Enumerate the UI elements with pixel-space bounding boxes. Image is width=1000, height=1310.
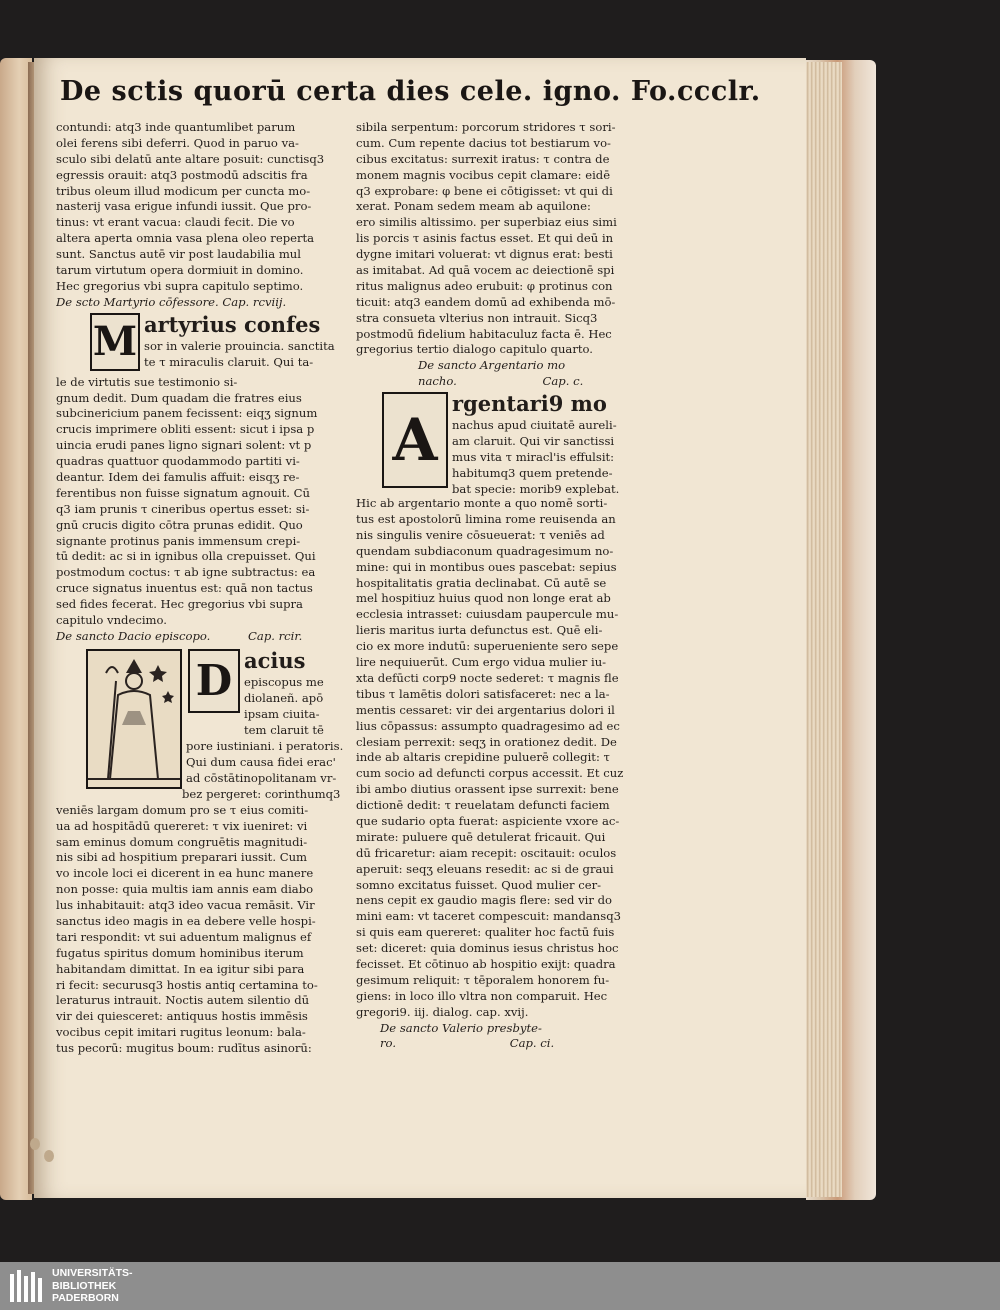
text-line: tus est apostolorū limina rome reuisenda an [356, 512, 616, 527]
text-line: dygne imitari voluerat: vt dignus erat: besti [356, 247, 613, 262]
text-line: mini eam: vt taceret compescuit: mandansq3 [356, 909, 622, 924]
text-line: tari respondit: vt sui aduentum malignus ef [56, 929, 312, 944]
paragraph-dacius [56, 803, 341, 1057]
text-line: gregorius tertio dialogo capitulo quarto. [356, 342, 593, 357]
martyrius-opening [56, 311, 341, 375]
text-line: ritus malignus adeo erubuit: φ protinus con [356, 278, 613, 293]
text-line: sunt. Sanctus autē vir post laudabilia mul [56, 247, 301, 262]
text-line: giens: in loco illo vltra non comparuit. Hec [356, 988, 608, 1003]
text-line: mentis cessaret: vir dei argentarius dolori il [356, 702, 615, 717]
text-line: altera aperta omnia vasa plena oleo reperta [56, 231, 315, 246]
text-line: somno excitatus fuisset. Quod mulier cer- [356, 877, 602, 892]
text-line: tribus oleum illud modicum per cuncta mo- [56, 183, 311, 198]
dacius-side-lines-a: episcopus me diolaneñ. apō ipsam ciuita- tem claruit tē [244, 674, 324, 737]
text-line: habitandam dimittat. In ea igitur sibi para [56, 961, 305, 976]
text-line: ri fecit: securusq3 hostis antiq certamina to- [56, 977, 318, 992]
text-line: q3 iam prunis τ cineribus opertus esset: si- [56, 501, 310, 516]
text-line: cum socio ad defuncti corpus accessit. Et cuz [356, 766, 624, 781]
chapter-title-argentarius: rgentari9 mo [452, 391, 607, 417]
text-line: lis porcis τ asinis factus esset. Et qui deū in [356, 231, 614, 246]
text-line: xerat. Ponam sedem meam ab aquilone: [356, 199, 591, 214]
binding-hole [44, 1150, 54, 1162]
chapter-rubric-martyrius: De scto Martyrio cōfessore. Cap. rcviij. [56, 294, 287, 309]
text-line: postmodum coctus: τ ab igne subtractus: ea [56, 565, 316, 580]
text-line: quendam subdiaconum quadragesimum no- [356, 543, 614, 558]
text-line: cruce signatus inuentus est: quā non tactus [56, 581, 313, 596]
paragraph-argentarius [356, 496, 641, 1020]
text-line: olei ferens sibi deferri. Quod in paruo va- [56, 135, 299, 150]
text-line: dū fricaretur: aiam recepit: oscitauit: oculos [356, 845, 617, 860]
paragraph-dacius-end [356, 120, 641, 358]
text-line: postmodū fidelium habitaculuz facta ē. Hec [356, 326, 612, 341]
text-line: veniēs largam domum pro se τ eius comiti- [56, 802, 309, 817]
text-line: gnum dedit. Dum quadam die fratres eius [56, 390, 302, 405]
text-line: tinus: vt erant vacua: claudi fecit. Die vo [56, 215, 295, 230]
text-line: le de virtutis sue testimonio si- [56, 374, 238, 389]
text-line: quadras quattuor quodammodo partiti vi- [56, 454, 300, 469]
text-line: crucis imprimere obliti essent: sicut i ipsa p [56, 422, 315, 437]
text-line: ticuit: atq3 eandem domū ad exhibenda mō- [356, 294, 616, 309]
page-edges [800, 62, 842, 1197]
text-line: egressis orauit: atq3 postmodū adscitis fra [56, 167, 308, 182]
text-line: tarum virtutum opera dormiuit in domino. [56, 263, 304, 278]
library-footer [0, 1262, 1000, 1310]
text-line: lius cōpassus: assumpto quadragesimo ad ec [356, 718, 620, 733]
decorated-initial-a: A [382, 392, 448, 488]
text-line: contundi: atq3 inde quantumlibet parum [56, 120, 296, 134]
text-line: nens cepit ex gaudio magis flere: sed vir do [356, 893, 613, 908]
text-line: uincia erudi panes ligno signari solent: vt p [56, 438, 312, 453]
text-line: nis sibi ad hospitium preparari iussit. Cum [56, 850, 308, 865]
text-line: Hec gregorius vbi supra capitulo septimo. [56, 278, 304, 293]
chapter-rubric-dacius: De sancto Dacio episcopo. Cap. rcir. [56, 628, 303, 643]
text-column-left [56, 120, 344, 1057]
running-header: De sctis quorū certa dies cele. igno. Fo.ccclr. [60, 76, 761, 107]
text-line: si quis eam quereret: qualiter hoc factū fuis [356, 925, 615, 940]
text-line: leraturus intrauit. Noctis autem silentio dū [56, 993, 310, 1008]
text-line: ero similis altissimo. per superbiaz eius simi [356, 215, 617, 230]
paragraph-martyrius [56, 375, 341, 629]
text-line: fugatus spiritus domum hominibus iterum [56, 945, 304, 960]
text-line: sam eminus domum congruētis magnitudi- [56, 834, 308, 849]
text-line: sed fides fecerat. Hec gregorius vbi supra [56, 597, 303, 612]
text-line: deantur. Idem dei famulis affuit: eisqʒ re- [56, 470, 300, 485]
text-line: cum. Cum repente dacius tot bestiarum vo- [356, 135, 611, 150]
text-line: ecclesia intrasset: cuiusdam paupercule mu- [356, 607, 619, 622]
text-line: lieris maritus iurta defunctus est. Quē eli- [356, 623, 603, 638]
text-line: fecisset. Et cōtinuo ab hospitio exijt: quadra [356, 956, 616, 971]
binding-hole [30, 1138, 40, 1150]
bishop-figure-icon [88, 651, 180, 787]
text-line: clesiam perrexit: seqʒ in orationez dedit. De [356, 734, 617, 749]
text-line: set: diceret: quia dominus iesus christus hoc [356, 941, 619, 956]
library-logo-text: UNIVERSITÄTS- BIBLIOTHEK PADERBORN [52, 1267, 133, 1304]
text-line: vo incole loci ei dicerent in ea hunc manere [56, 866, 314, 881]
text-line: hospitalitatis gratia declinabat. Cū autē se [356, 575, 607, 590]
text-line: aperuit: seqʒ eleuans resedit: ac si de graui [356, 861, 614, 876]
text-line: que sudario opta fuerat: aspiciente vxore ac- [356, 813, 620, 828]
dacius-side-lines-b: pore iustiniani. i peratoris. Qui dum causa fidei erac' ad cōstātinopolitanam vr- [186, 738, 344, 785]
chapter-title-dacius: acius [244, 647, 306, 673]
text-line: gesimum reliquit: τ tēporalem honorem fu- [356, 972, 610, 987]
text-line: ferentibus non fuisse signatum agnouit. Cū [56, 485, 311, 500]
text-line: capitulo vndecimo. [56, 613, 167, 628]
text-line: mel hospitiuz huius quod non longe erat ab [356, 591, 611, 606]
argentarius-opening [356, 390, 641, 496]
text-line: sibila serpentum: porcorum stridores τ sori- [356, 120, 616, 134]
text-line: gregori9. iij. dialog. cap. xvij. [356, 1004, 529, 1019]
chapter-rubric-argentarius-cont: nacho. Cap. c. [418, 374, 584, 389]
decorated-initial-d: D [188, 649, 240, 713]
text-line: sanctus ideo magis in ea debere velle hospi- [56, 913, 316, 928]
text-line: monem magnis vocibus cepit clamare: eidē [356, 167, 611, 182]
text-line: tū dedit: ac si in ignibus olla crepuisset. Qui [56, 549, 316, 564]
chapter-rubric-argentarius: De sancto Argentario mo [418, 358, 566, 373]
bishop-woodcut-image [86, 649, 182, 789]
text-line: as imitabat. Ad quā vocem ac deiectionē spi [356, 263, 615, 278]
text-line: non posse: quia multis iam annis eam diabo [56, 882, 314, 897]
paragraph-martyrius-end [56, 120, 341, 295]
text-line: cio ex more indutū: superueniente sero sepe [356, 639, 619, 654]
text-line: tibus τ lamētis dolori satisfaceret: nec a la- [356, 686, 610, 701]
text-column-right [356, 120, 641, 1052]
martyrius-side-lines: sor in valerie prouincia. sanctita te τ miraculis claruit. Qui ta- [144, 338, 335, 369]
text-line: signante protinus panis immensum crepi- [56, 533, 301, 548]
text-line: ua ad hospitādū quereret: τ vix iueniret: vi [56, 818, 308, 833]
text-line: q3 exprobare: φ bene ei cōtigisset: vt qui di [356, 183, 613, 198]
chapter-title-martyrius: artyrius confes [144, 311, 321, 337]
text-line: stra consueta vlterius non intrauit. Sicq3 [356, 310, 598, 325]
text-line: lus inhabitauit: atq3 ideo vacua remāsit. Vir [56, 898, 315, 913]
chapter-rubric-valerius-cont: ro. Cap. ci. [380, 1036, 555, 1051]
text-line: subcinericium panem fecissent: eiqʒ signum [56, 406, 318, 421]
chapter-rubric-valerius: De sancto Valerio presbyte- [380, 1020, 542, 1035]
text-line: mirate: puluere quē detulerat fricauit. Qui [356, 829, 606, 844]
text-line: gnū crucis digito cōtra prunas edidit. Quo [56, 517, 303, 532]
argentarius-side-lines: nachus apud ciuitatē aureli- am claruit. Qui vir sanctissi mus vita τ miracl'is effulsit: habitumq3 quem pretende- bat specie: morib9 explebat. [452, 418, 620, 496]
text-line: bez pergeret: corinthumq3 [182, 786, 341, 801]
dacius-opening [56, 645, 344, 787]
text-line: ibi ambo diutius orassent ipse surrexit: bene [356, 782, 619, 797]
text-line: nis singulis venire cōsueuerat: τ veniēs ad [356, 527, 605, 542]
text-line: lire nequiuerūt. Cum ergo vidua mulier iu- [356, 655, 607, 670]
text-line: tus pecorū: mugitus boum: rudītus asinorū: [56, 1041, 312, 1056]
text-line: vir dei quiesceret: antiquus hostis immēsis [56, 1009, 308, 1024]
decorated-initial-m: M [90, 313, 140, 371]
text-line: mine: qui in montibus oues pascebat: sepius [356, 559, 617, 574]
text-line: sculo sibi delatū ante altare posuit: cunctisq3 [56, 151, 325, 166]
text-line: dictionē dedit: τ reuelatam defuncti faciem [356, 798, 610, 813]
library-logo-icon [8, 1268, 48, 1306]
text-line: inde ab altaris crepidine puluerē collegit: τ [356, 750, 610, 765]
text-line: xta defūcti corp9 nocte sederet: τ magnis fle [356, 670, 619, 685]
text-line: vocibus cepit imitari rugitus leonum: bala- [56, 1025, 306, 1040]
text-line: nasterij vasa erigue infundi iussit. Que pro- [56, 199, 312, 214]
text-line: cibus excitatus: surrexit iratus: τ contra de [356, 151, 610, 166]
text-line: Hic ab argentario monte a quo nomē sorti- [356, 496, 608, 511]
